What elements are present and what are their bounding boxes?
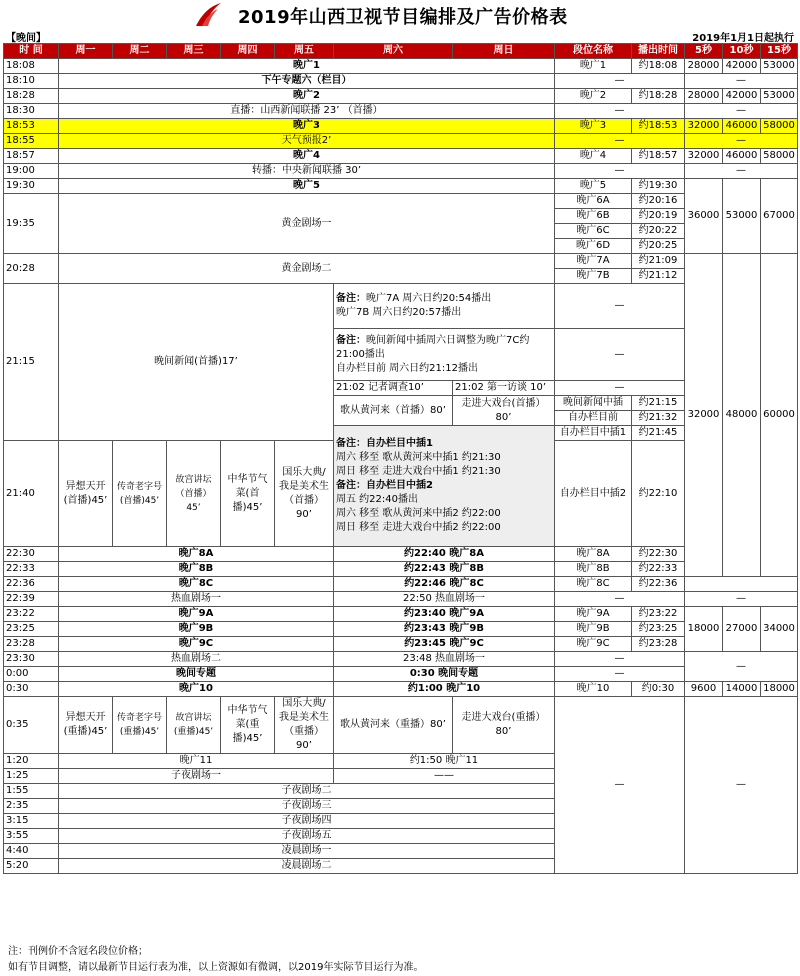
program-cell: 晚间新闻(首播)17’: [59, 284, 334, 441]
slot-cell: —: [555, 329, 685, 381]
time-cell: 0:00: [4, 667, 59, 682]
price-5s: 18000: [685, 607, 723, 652]
slot-cell: —: [555, 652, 685, 667]
program-line: 播)45’: [232, 501, 263, 513]
note-cell: [334, 329, 555, 381]
col-sun: 周日: [453, 44, 555, 59]
slot-cell: 晚广1: [555, 59, 632, 74]
weekday-program: 子夜剧场一: [59, 769, 334, 784]
air-cell: 约23:28: [632, 637, 685, 652]
program-line: 菜(首: [235, 487, 260, 499]
price-10s: 42000: [723, 89, 761, 104]
air-cell: 约20:16: [632, 194, 685, 209]
program-line: (首播)45’: [119, 495, 160, 506]
slot-cell: —: [555, 104, 685, 119]
air-cell: 约21:15: [632, 396, 685, 411]
note-label: 备注：: [336, 334, 366, 346]
program-line: 我是美术生: [279, 480, 329, 492]
price-cell: —: [685, 697, 798, 874]
price-15s: 53000: [761, 59, 798, 74]
time-cell: 19:00: [4, 164, 59, 179]
price-cell: —: [685, 74, 798, 89]
price-5s: 32000: [685, 119, 723, 134]
slot-cell: —: [555, 164, 685, 179]
weekday-program: 晚广9B: [59, 622, 334, 637]
weekend-program: 约22:46 晚广8C: [334, 577, 555, 592]
price-cell: —: [685, 134, 798, 149]
time-cell: 3:15: [4, 814, 59, 829]
time-cell: 21:40: [4, 441, 59, 547]
price-5s: 32000: [685, 149, 723, 164]
time-cell: 1:25: [4, 769, 59, 784]
slot-cell: 晚广6B: [555, 209, 632, 224]
time-cell: 0:35: [4, 697, 59, 754]
program-cell: 晚广5: [59, 179, 555, 194]
slot-cell: 晚广3: [555, 119, 632, 134]
program-line: (重播)45’: [119, 727, 160, 737]
table-row: [4, 682, 798, 697]
slot-cell: 晚广6C: [555, 224, 632, 239]
col-10s: 10秒: [723, 44, 761, 59]
note-text: 晚广7A 周六日约20:54播出: [366, 293, 492, 304]
time-cell: 4:40: [4, 844, 59, 859]
tue-program: [113, 697, 167, 754]
time-cell: 0:30: [4, 682, 59, 697]
weekend-program: 约1:00 晚广10: [334, 682, 555, 697]
col-tue: 周二: [113, 44, 167, 59]
slot-cell: —: [555, 381, 685, 396]
col-mon: 周一: [59, 44, 113, 59]
weekend-program: 22:50 热血剧场一: [334, 592, 555, 607]
slot-cell: —: [555, 667, 685, 682]
note-text: 晚间新闻中插周六日调整为晚广7C约: [366, 334, 530, 346]
note-text: 周六 移至 歌从黄河来中插1 约21:30: [336, 452, 501, 463]
air-cell: 约21:12: [632, 269, 685, 284]
subheader: [0, 28, 800, 43]
slot-cell: 晚广9B: [555, 622, 632, 637]
footer-note: 注：刊例价不含冠名段位价格；: [8, 946, 148, 957]
table-row: [4, 104, 798, 119]
slot-cell: 晚广2: [555, 89, 632, 104]
air-cell: 约21:32: [632, 411, 685, 426]
col-15s: 15秒: [761, 44, 798, 59]
slot-cell: 晚广10: [555, 682, 632, 697]
slot-cell: —: [555, 74, 685, 89]
air-cell: 约18:08: [632, 59, 685, 74]
time-cell: 19:35: [4, 194, 59, 254]
channel-logo-icon: [192, 2, 222, 28]
price-5s: 28000: [685, 89, 723, 104]
program-cell: 黄金剧场一: [59, 194, 555, 254]
slot-cell: 自办栏目前: [555, 411, 632, 426]
price-10s: 27000: [723, 607, 761, 652]
program-line: 菜(重: [235, 719, 260, 730]
air-cell: 约22:30: [632, 547, 685, 562]
table-row: [4, 652, 798, 667]
time-cell: 19:30: [4, 179, 59, 194]
table-row: [4, 637, 798, 652]
program-line: 异想天开: [65, 712, 106, 723]
price-15s: 58000: [761, 149, 798, 164]
weekend-program: ——: [334, 769, 555, 784]
air-cell: 约18:57: [632, 149, 685, 164]
air-cell: 约23:22: [632, 607, 685, 622]
weekend-program: 约22:43 晚广8B: [334, 562, 555, 577]
effective-date: 2019年1月1日起执行: [692, 33, 794, 44]
time-cell: 23:28: [4, 637, 59, 652]
slot-cell: —: [555, 284, 685, 329]
tue-program: [113, 441, 167, 547]
price-5s: 28000: [685, 59, 723, 74]
time-cell: 3:55: [4, 829, 59, 844]
table-row: [4, 254, 798, 269]
time-cell: 5:20: [4, 859, 59, 874]
price-15s: 18000: [761, 682, 798, 697]
program-line: 中华节气: [227, 473, 268, 485]
col-thu: 周四: [221, 44, 275, 59]
slot-cell: 自办栏目中插1: [555, 426, 632, 441]
price-cell: —: [685, 164, 798, 179]
air-cell: 约18:28: [632, 89, 685, 104]
schedule-price-table: [3, 43, 798, 874]
weekday-program: 晚广10: [59, 682, 334, 697]
note-text: 周五 约22:40播出: [336, 494, 418, 505]
note-text: 周六 移至 歌从黄河来中插2 约22:00: [336, 508, 501, 519]
table-header-row: [4, 44, 798, 59]
weekend-program: 约23:40 晚广9A: [334, 607, 555, 622]
program-line: 传奇老字号: [116, 713, 162, 723]
weekend-program: 0:30 晚间专题: [334, 667, 555, 682]
time-cell: 21:15: [4, 284, 59, 441]
slot-cell: 晚广8C: [555, 577, 632, 592]
program-line: 异想天开: [65, 480, 106, 492]
time-cell: 18:08: [4, 59, 59, 74]
time-cell: 18:10: [4, 74, 59, 89]
air-cell: 约21:45: [632, 426, 685, 441]
air-cell: 约22:36: [632, 577, 685, 592]
program-line: （首播）45’: [175, 488, 212, 513]
weekend-program: 约23:45 晚广9C: [334, 637, 555, 652]
thu-program: [221, 697, 275, 754]
table-row: [4, 59, 798, 74]
table-row: [4, 592, 798, 607]
price-10s: 48000: [723, 254, 761, 577]
time-cell: 18:30: [4, 104, 59, 119]
program-cell: 晚广4: [59, 149, 555, 164]
price-15s: 34000: [761, 607, 798, 652]
air-cell: 约23:25: [632, 622, 685, 637]
table-row: [4, 667, 798, 682]
table-row: [4, 622, 798, 637]
air-cell: 约0:30: [632, 682, 685, 697]
program-line: （首播）90’: [284, 494, 324, 520]
time-cell: 1:20: [4, 754, 59, 769]
col-wed: 周三: [167, 44, 221, 59]
mon-program: [59, 697, 113, 754]
footer-notes: [8, 944, 423, 976]
fri-program: [275, 697, 334, 754]
page-title: 2019年山西卫视节目编排及广告价格表: [238, 7, 568, 28]
note-text: 自办栏目前 周六日约21:12播出: [336, 362, 478, 374]
col-5s: 5秒: [685, 44, 723, 59]
program-line: 播)45’: [232, 733, 263, 744]
program-line: 国乐大典/: [282, 466, 326, 478]
price-10s: 42000: [723, 59, 761, 74]
table-row: [4, 89, 798, 104]
price-5s: 32000: [685, 254, 723, 577]
table-row-highlight: [4, 134, 798, 149]
time-cell: 22:30: [4, 547, 59, 562]
sun-program: 走进大戏台(重播）80’: [453, 697, 555, 754]
program-line: 我是美术生: [279, 712, 329, 723]
table-row: [4, 547, 798, 562]
table-row: [4, 577, 798, 592]
sat-program: 歌从黄河来（重播）80’: [334, 697, 453, 754]
slot-cell: 晚广6D: [555, 239, 632, 254]
sun-program: 走进大戏台(首播）80’: [453, 396, 555, 426]
slot-cell: 晚广5: [555, 179, 632, 194]
price-15s: 58000: [761, 119, 798, 134]
time-cell: 18:57: [4, 149, 59, 164]
footer-note: 如有节目调整，请以最新节目运行表为准，以上资源如有微调，以2019年实际节目运行为准。: [8, 962, 424, 973]
note-text: 备注：自办栏目中插1: [336, 438, 433, 449]
col-slot: 段位名称: [555, 44, 632, 59]
program-line: （重播）90’: [284, 726, 324, 751]
price-cell: —: [685, 652, 798, 682]
program-cell: 下午专题六（栏目）: [59, 74, 555, 89]
program-cell: 晚广1: [59, 59, 555, 74]
sun-program: 21:02 第一访谈 10’: [453, 381, 555, 396]
air-cell: 约20:19: [632, 209, 685, 224]
program-line: 中华节气: [227, 705, 268, 716]
slot-cell: 晚广8B: [555, 562, 632, 577]
sat-program: 歌从黄河来（首播）80’: [334, 396, 453, 426]
price-cell: —: [685, 592, 798, 607]
note-cell: [334, 284, 555, 329]
price-5s: 36000: [685, 179, 723, 254]
slot-cell: 晚广7A: [555, 254, 632, 269]
time-cell: 23:22: [4, 607, 59, 622]
table-row: [4, 194, 798, 209]
wed-program: [167, 441, 221, 547]
slot-cell: 自办栏目中插2: [555, 441, 632, 547]
price-10s: 46000: [723, 119, 761, 134]
note-text: 周日 移至 走进大戏台中插2 约22:00: [336, 522, 501, 533]
program-cell: 黄金剧场二: [59, 254, 555, 284]
time-cell: 1:55: [4, 784, 59, 799]
col-air: 播出时间: [632, 44, 685, 59]
slot-cell: —: [555, 134, 685, 149]
slot-cell: 晚广9C: [555, 637, 632, 652]
slot-cell: 晚广7B: [555, 269, 632, 284]
program-cell: 子夜剧场三: [59, 799, 555, 814]
col-sat: 周六: [334, 44, 453, 59]
air-cell: 约22:10: [632, 441, 685, 547]
weekday-program: 热血剧场二: [59, 652, 334, 667]
program-line: 故宫讲坛: [175, 713, 212, 723]
slot-cell: —: [555, 592, 685, 607]
time-cell: 23:25: [4, 622, 59, 637]
mon-program: [59, 441, 113, 547]
air-cell: 约22:33: [632, 562, 685, 577]
program-line: (首播)45’: [63, 494, 108, 506]
weekend-program: 约23:43 晚广9B: [334, 622, 555, 637]
weekday-program: 晚广11: [59, 754, 334, 769]
table-row: [4, 149, 798, 164]
time-cell: 23:30: [4, 652, 59, 667]
wed-program: [167, 697, 221, 754]
time-cell: 2:35: [4, 799, 59, 814]
note-text: 晚广7B 周六日约20:57播出: [336, 307, 462, 318]
slot-cell: 晚广8A: [555, 547, 632, 562]
time-cell: 22:39: [4, 592, 59, 607]
program-cell: 凌晨剧场一: [59, 844, 555, 859]
time-cell: 18:53: [4, 119, 59, 134]
air-cell: 约19:30: [632, 179, 685, 194]
weekday-program: 热血剧场一: [59, 592, 334, 607]
price-10s: 46000: [723, 149, 761, 164]
price-10s: 14000: [723, 682, 761, 697]
table-row: [4, 562, 798, 577]
note-text: 周日 移至 走进大戏台中插1 约21:30: [336, 466, 501, 477]
price-10s: 53000: [723, 179, 761, 254]
program-cell: 天气预报2’: [59, 134, 555, 149]
price-cell: —: [685, 104, 798, 119]
section-label: 【晚间】: [6, 33, 46, 44]
note-cell: [334, 426, 555, 547]
program-line: (重播)45’: [173, 727, 214, 737]
program-line: 故宫讲坛: [175, 474, 212, 485]
weekday-program: 晚间专题: [59, 667, 334, 682]
program-line: (重播)45’: [63, 726, 108, 737]
weekend-program: 23:48 热血剧场一: [334, 652, 555, 667]
weekday-program: 晚广8A: [59, 547, 334, 562]
program-line: 传奇老字号: [116, 481, 162, 492]
program-line: 国乐大典/: [282, 698, 326, 709]
table-row: [4, 607, 798, 622]
program-cell: 子夜剧场五: [59, 829, 555, 844]
air-cell: 约20:22: [632, 224, 685, 239]
slot-cell: 晚间新闻中插: [555, 396, 632, 411]
air-cell: 约18:53: [632, 119, 685, 134]
col-fri: 周五: [275, 44, 334, 59]
program-cell: 直播：山西新闻联播 23’ （首播）: [59, 104, 555, 119]
price-15s: 60000: [761, 254, 798, 577]
time-cell: 22:36: [4, 577, 59, 592]
slot-cell: 晚广9A: [555, 607, 632, 622]
weekday-program: 晚广9A: [59, 607, 334, 622]
air-cell: 约20:25: [632, 239, 685, 254]
program-cell: 子夜剧场二: [59, 784, 555, 799]
weekend-program: 约22:40 晚广8A: [334, 547, 555, 562]
slot-cell: —: [555, 697, 685, 874]
table-row: [4, 284, 798, 329]
slot-cell: 晚广4: [555, 149, 632, 164]
price-15s: 53000: [761, 89, 798, 104]
air-cell: 约21:09: [632, 254, 685, 269]
weekend-program: 约1:50 晚广11: [334, 754, 555, 769]
table-row: [4, 74, 798, 89]
note-text: 21:00播出: [336, 348, 385, 360]
program-cell: 凌晨剧场二: [59, 859, 555, 874]
sat-program: 21:02 记者调查10’: [334, 381, 453, 396]
weekday-program: 晚广8C: [59, 577, 334, 592]
time-cell: 22:33: [4, 562, 59, 577]
price-5s: 9600: [685, 682, 723, 697]
time-cell: 18:28: [4, 89, 59, 104]
table-row: [4, 179, 798, 194]
col-time: 时 间: [4, 44, 59, 59]
thu-program: [221, 441, 275, 547]
note-text: 备注：自办栏目中插2: [336, 480, 433, 491]
program-cell: 转播：中央新闻联播 30’: [59, 164, 555, 179]
program-cell: 子夜剧场四: [59, 814, 555, 829]
note-label: 备注：: [336, 293, 366, 304]
time-cell: 20:28: [4, 254, 59, 284]
price-15s: 67000: [761, 179, 798, 254]
program-cell: 晚广3: [59, 119, 555, 134]
table-row: [4, 164, 798, 179]
program-cell: 晚广2: [59, 89, 555, 104]
slot-cell: 晚广6A: [555, 194, 632, 209]
weekday-program: 晚广8B: [59, 562, 334, 577]
weekday-program: 晚广9C: [59, 637, 334, 652]
table-row-highlight: [4, 119, 798, 134]
table-row: [4, 697, 798, 754]
fri-program: [275, 441, 334, 547]
time-cell: 18:55: [4, 134, 59, 149]
